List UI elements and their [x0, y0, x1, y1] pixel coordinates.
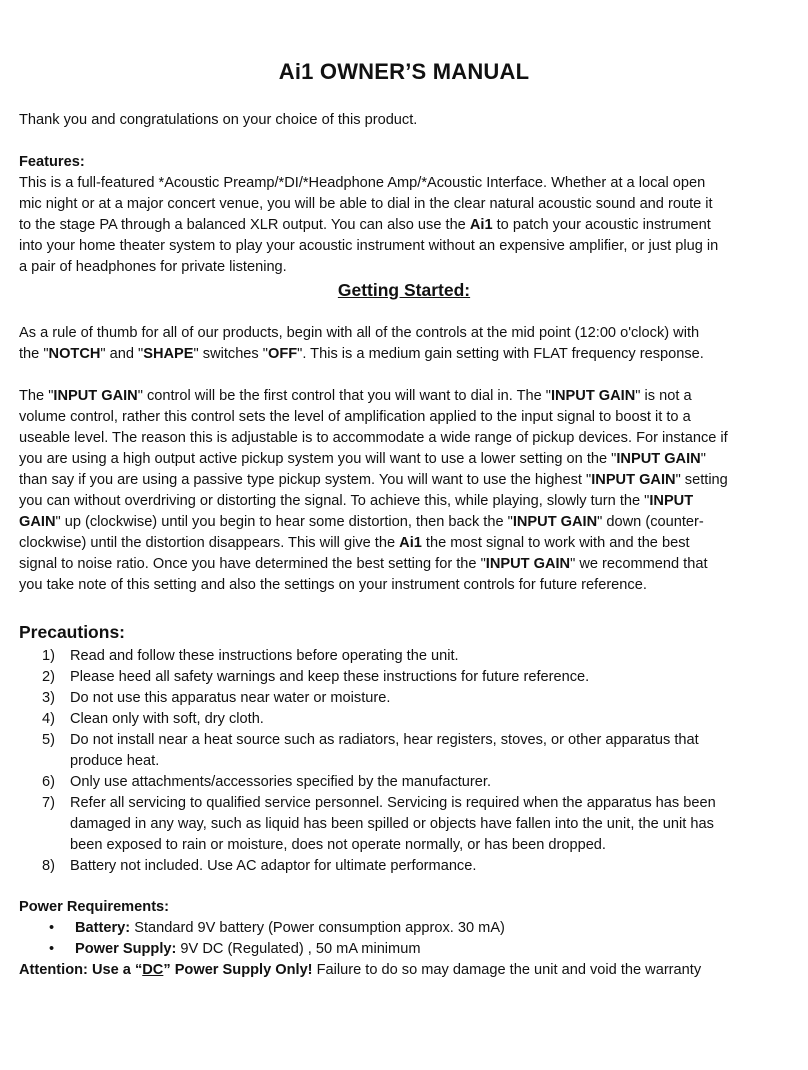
paragraph-line: volume control, rather this control sets the level of amplification applied to the input signal to boost it to a: [19, 409, 691, 425]
list-item: 5) Do not install near a heat source such as radiators, hear registers, stoves, or other apparatus that produce heat.: [42, 732, 699, 769]
list-item-battery: • Battery: Standard 9V battery (Power consumption approx. 30 mA): [19, 918, 795, 939]
list-item: 4) Clean only with soft, dry cloth.: [42, 711, 264, 727]
paragraph-line: useable level. The reason this is adjustable is to accommodate a wide range of pickup devices. For instance if: [19, 430, 728, 446]
power-requirements-heading: Power Requirements:: [19, 899, 170, 915]
features-line: a pair of headphones for private listening.: [19, 259, 287, 275]
intro-paragraph: [19, 110, 795, 131]
page-title: Ai1 OWNER’S MANUAL: [278, 59, 530, 84]
bullet-icon: •: [49, 920, 55, 936]
bullet-icon: •: [49, 941, 55, 957]
list-item: 8) Battery not included. Use AC adaptor for ultimate performance.: [42, 858, 477, 874]
features-line: mic night or at a major concert venue, you will be able to dial in the clear natural acoustic sound and route it: [19, 196, 713, 212]
power-requirements-heading-block: [19, 897, 795, 918]
paragraph-line: GAIN" up (clockwise) until you begin to hear some distortion, then back the "INPUT GAIN" down (counter-: [19, 514, 704, 530]
paragraph-line: clockwise) until the distortion disappears. This will give the Ai1 the most signal to work with and the best: [19, 535, 690, 551]
getting-started-paragraph-1: [19, 323, 795, 365]
paragraph-line: you are using a high output active pickup system you will want to use a lower setting on the "INPUT GAIN": [19, 451, 706, 467]
features-line: to the stage PA through a balanced XLR output. You can also use the Ai1 to patch your acoustic instrument: [19, 217, 711, 233]
intro-text: Thank you and congratulations on your choice of this product.: [19, 112, 418, 128]
power-list: [19, 918, 795, 960]
getting-started-heading: Getting Started:: [337, 280, 471, 300]
paragraph-line: the "NOTCH" and "SHAPE" switches "OFF". This is a medium gain setting with FLAT frequency response.: [19, 346, 704, 362]
paragraph-line: The "INPUT GAIN" control will be the first control that you will want to dial in. The "INPUT GAIN" is not a: [19, 388, 692, 404]
features-line: into your home theater system to play your acoustic instrument without an expensive amplifier, or just plug in: [19, 238, 719, 254]
list-item: 7) Refer all servicing to qualified service personnel. Servicing is required when the apparatus has been damaged in any way, such as liquid has been spilled or objects have fallen into the unit, the unit has been exposed to rain or moisture, does not operate normally, or has been dropped.: [42, 795, 716, 853]
features-heading: Features:: [19, 154, 85, 170]
list-item: 6) Only use attachments/accessories specified by the manufacturer.: [42, 774, 491, 790]
list-item: 2) Please heed all safety warnings and keep these instructions for future reference.: [42, 669, 590, 685]
paragraph-line: As a rule of thumb for all of our products, begin with all of the controls at the mid point (12:00 o'clock) with: [19, 325, 700, 341]
getting-started-paragraph-2: [19, 386, 795, 596]
list-item: 3) Do not use this apparatus near water or moisture.: [42, 690, 391, 706]
precautions-heading: Precautions:: [19, 622, 125, 642]
paragraph-line: you take note of this setting and also the settings on your instrument controls for future reference.: [19, 577, 647, 593]
paragraph-line: than say if you are using a passive type pickup system. You will want to use the highest "INPUT GAIN" setting: [19, 472, 728, 488]
list-item: 1) Read and follow these instructions before operating the unit.: [42, 648, 459, 664]
list-item-power-supply: • Power Supply: 9V DC (Regulated) , 50 mA minimum: [19, 939, 795, 960]
precautions-list: [19, 646, 795, 877]
attention-note: Attention: Use a “DC” Power Supply Only! Failure to do so may damage the unit and void the warranty: [19, 962, 702, 978]
features-section: [19, 152, 795, 278]
features-line: This is a full-featured *Acoustic Preamp/*DI/*Headphone Amp/*Acoustic Interface. Whether at a local open: [19, 175, 706, 191]
paragraph-line: signal to noise ratio. Once you have determined the best setting for the "INPUT GAIN" we recommend that: [19, 556, 708, 572]
paragraph-line: you can without overdriving or distorting the signal. To achieve this, while playing, slowly turn the "INPUT: [19, 493, 694, 509]
product-name: Ai1: [469, 217, 493, 233]
